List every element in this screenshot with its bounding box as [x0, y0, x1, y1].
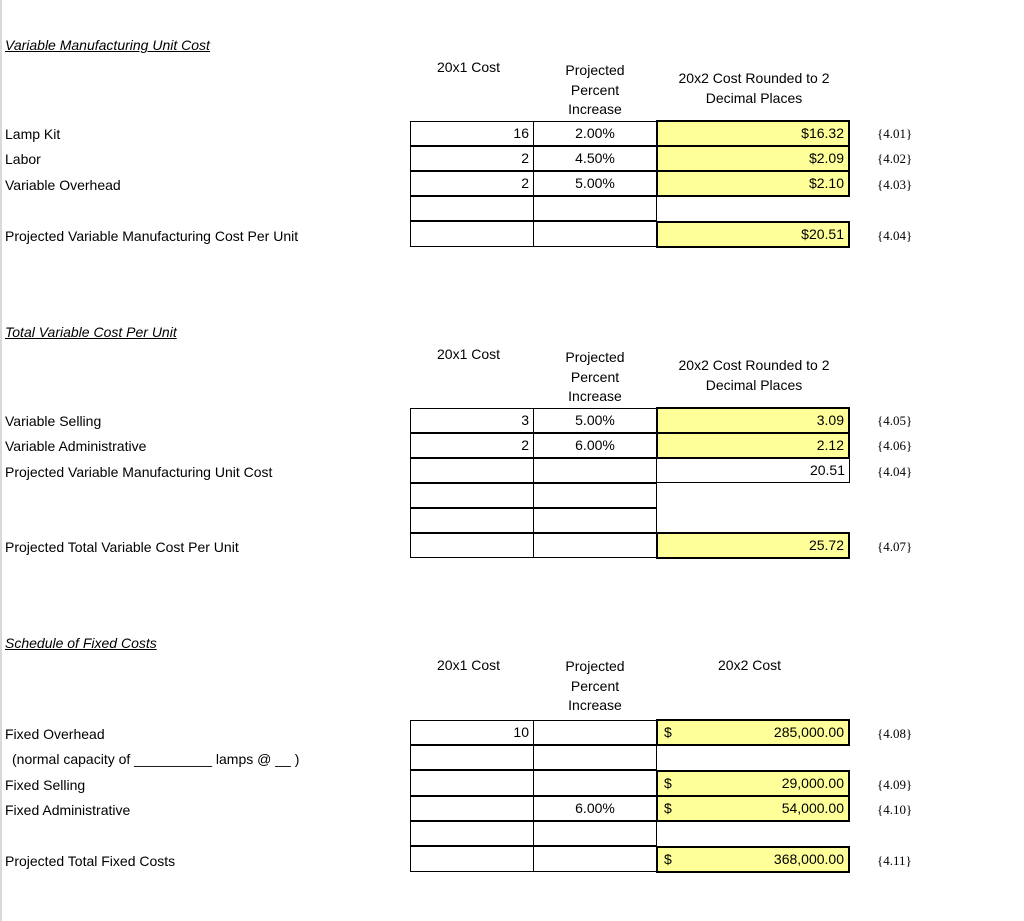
projected-variable-manufacturing-unit-cost[interactable]: 20.51	[656, 458, 850, 483]
fixed-selling-percent[interactable]	[533, 770, 657, 796]
variable-overhead-percent[interactable]: 5.00%	[533, 171, 657, 196]
empty-cell[interactable]	[410, 483, 534, 508]
row-label-projected-total-fixed-costs: Projected Total Fixed Costs	[5, 853, 176, 869]
labor-percent[interactable]: 4.50%	[533, 146, 657, 171]
code-label: {4.11}	[877, 853, 912, 868]
row-label-labor: Labor	[5, 151, 41, 167]
currency-symbol: $	[664, 724, 672, 740]
row-label-projected-variable-manufacturing-unit-cost: Projected Variable Manufacturing Unit Cost	[5, 464, 273, 480]
variable-administrative-percent[interactable]: 6.00%	[533, 433, 657, 458]
normal-capacity-note: (normal capacity of __________ lamps @ __ )	[12, 751, 300, 767]
variable-selling-20x2-cost[interactable]: 3.09	[656, 407, 850, 434]
lamp-kit-20x1-cost[interactable]: 16	[410, 121, 534, 146]
fixed-overhead-20x1-cost[interactable]: 10	[410, 720, 534, 745]
empty-cell[interactable]	[533, 533, 657, 558]
empty-cell[interactable]	[410, 533, 534, 558]
empty-cell[interactable]	[410, 508, 534, 533]
empty-cell[interactable]	[533, 196, 657, 221]
empty-cell[interactable]	[410, 221, 534, 247]
variable-overhead-20x1-cost[interactable]: 2	[410, 171, 534, 196]
code-label: {4.08}	[877, 726, 913, 741]
header-20x1-cost: 20x1 Cost	[437, 346, 501, 362]
empty-cell[interactable]	[533, 821, 657, 846]
fixed-administrative-20x2-cost[interactable]	[656, 796, 850, 822]
code-label: {4.06}	[877, 438, 913, 453]
variable-administrative-20x2-cost[interactable]: 2.12	[656, 433, 850, 459]
row-label-projected-variable-manufacturing-cost: Projected Variable Manufacturing Cost Per Unit	[5, 228, 299, 244]
fixed-overhead-value: 285,000.00	[773, 724, 844, 740]
row-label-variable-overhead: Variable Overhead	[5, 177, 121, 193]
fixed-selling-value: 29,000.00	[781, 775, 844, 791]
header-20x2-cost: 20x2 Cost Rounded to 2 Decimal Places	[678, 357, 830, 393]
code-label: {4.02}	[877, 151, 913, 166]
projected-total-variable-cost-per-unit[interactable]: 25.72	[656, 532, 850, 559]
sheet-left-edge	[0, 0, 2, 921]
fixed-administrative-value: 54,000.00	[781, 800, 844, 816]
empty-cell[interactable]	[533, 458, 657, 483]
fixed-selling-20x2-cost[interactable]	[656, 770, 850, 796]
variable-administrative-20x1-cost[interactable]: 2	[410, 433, 534, 458]
currency-symbol: $	[664, 800, 672, 816]
row-label-variable-selling: Variable Selling	[5, 413, 102, 429]
projected-total-fixed-costs[interactable]	[656, 846, 850, 873]
code-label: {4.09}	[877, 777, 913, 792]
row-label-fixed-administrative: Fixed Administrative	[5, 802, 131, 818]
row-label-fixed-selling: Fixed Selling	[5, 777, 86, 793]
empty-cell[interactable]	[410, 458, 534, 483]
fixed-selling-20x1-cost[interactable]	[410, 770, 534, 796]
empty-cell[interactable]	[410, 196, 534, 221]
projected-variable-manufacturing-cost-total[interactable]: $20.51	[656, 221, 850, 248]
code-label: {4.03}	[877, 177, 913, 192]
header-20x1-cost: 20x1 Cost	[437, 59, 501, 75]
lamp-kit-percent[interactable]: 2.00%	[533, 121, 657, 146]
empty-cell[interactable]	[533, 508, 657, 533]
code-label: {4.04}	[877, 228, 913, 243]
labor-20x2-cost[interactable]: $2.09	[656, 146, 850, 171]
variable-overhead-20x2-cost[interactable]: $2.10	[656, 171, 850, 197]
header-projected-percent: Projected Percent Increase	[565, 658, 625, 713]
fixed-overhead-20x2-cost[interactable]	[656, 719, 850, 746]
fixed-overhead-percent[interactable]	[533, 720, 657, 745]
code-label: {4.05}	[877, 413, 913, 428]
header-20x2-cost: 20x2 Cost	[718, 657, 782, 673]
row-label-projected-total-variable-cost: Projected Total Variable Cost Per Unit	[5, 539, 239, 555]
empty-cell[interactable]	[410, 821, 534, 846]
empty-cell[interactable]	[533, 846, 657, 872]
code-label: {4.01}	[877, 126, 913, 141]
labor-20x1-cost[interactable]: 2	[410, 146, 534, 171]
row-label-fixed-overhead: Fixed Overhead	[5, 726, 105, 742]
empty-cell[interactable]	[533, 221, 657, 247]
empty-cell[interactable]	[410, 745, 534, 770]
header-20x1-cost: 20x1 Cost	[437, 657, 501, 673]
header-projected-percent: Projected Percent Increase	[565, 62, 625, 117]
variable-selling-percent[interactable]: 5.00%	[533, 408, 657, 433]
fixed-administrative-20x1-cost[interactable]	[410, 796, 534, 821]
code-label: {4.10}	[877, 802, 913, 817]
currency-symbol: $	[664, 775, 672, 791]
empty-cell[interactable]	[533, 483, 657, 508]
currency-symbol: $	[664, 851, 672, 867]
section-title: Total Variable Cost Per Unit	[5, 324, 177, 340]
row-label-lamp-kit: Lamp Kit	[5, 126, 61, 142]
header-projected-percent: Projected Percent Increase	[565, 349, 625, 404]
code-label: {4.04}	[877, 464, 913, 479]
row-label-variable-administrative: Variable Administrative	[5, 438, 147, 454]
empty-cell[interactable]	[533, 745, 657, 770]
variable-selling-20x1-cost[interactable]: 3	[410, 408, 534, 433]
section-title: Variable Manufacturing Unit Cost	[5, 37, 210, 53]
section-title: Schedule of Fixed Costs	[5, 635, 157, 651]
lamp-kit-20x2-cost[interactable]: $16.32	[656, 120, 850, 147]
fixed-administrative-percent[interactable]: 6.00%	[533, 796, 657, 821]
code-label: {4.07}	[877, 539, 913, 554]
projected-total-fixed-costs-value: 368,000.00	[773, 851, 844, 867]
empty-cell[interactable]	[410, 846, 534, 872]
header-20x2-cost: 20x2 Cost Rounded to 2 Decimal Places	[678, 70, 830, 106]
